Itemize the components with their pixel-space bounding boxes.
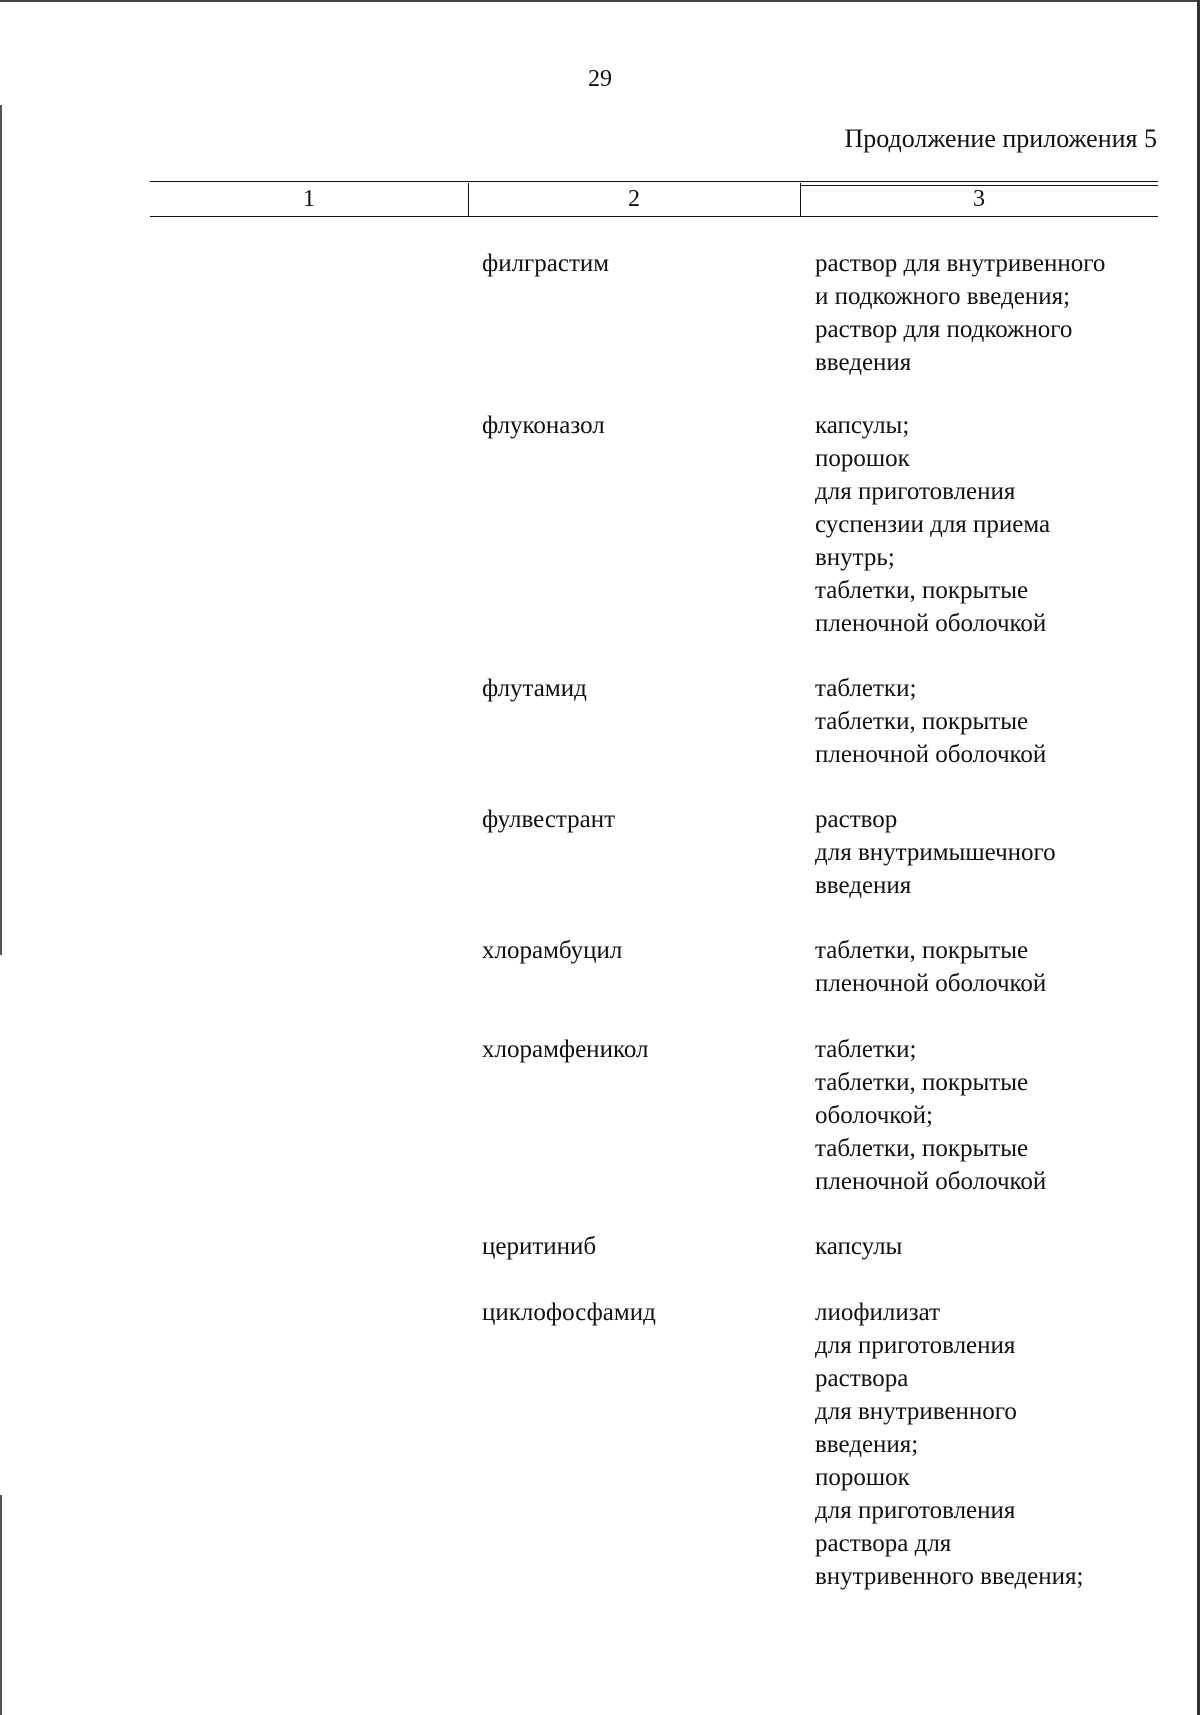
table-header-bottom-line bbox=[150, 216, 1158, 217]
column-header-2: 2 bbox=[628, 186, 640, 212]
dosage-forms bbox=[815, 1033, 1046, 1198]
dosage-form-line: капсулы bbox=[815, 1233, 903, 1260]
dosage-form-line: раствор для подкожного bbox=[815, 316, 1073, 343]
dosage-forms bbox=[815, 247, 1105, 379]
dosage-form-line: таблетки, покрытые bbox=[815, 937, 1029, 964]
dosage-form-line: таблетки, покрытые bbox=[815, 577, 1029, 604]
dosage-form-line: пленочной оболочкой bbox=[815, 741, 1047, 768]
dosage-form-line: для внутривенного bbox=[815, 1398, 1017, 1425]
drug-name: флуконазол bbox=[482, 412, 605, 439]
dosage-form-line: порошок bbox=[815, 445, 910, 472]
drug-name: фулвестрант bbox=[482, 806, 616, 833]
dosage-form-line: лиофилизат bbox=[815, 1299, 941, 1326]
dosage-form-line: введения bbox=[815, 872, 912, 899]
drug-name: филграстим bbox=[482, 250, 610, 277]
continuation-label: Продолжение приложения 5 bbox=[844, 124, 1157, 153]
dosage-form-line: таблетки; bbox=[815, 675, 917, 702]
dosage-form-line: введения bbox=[815, 349, 912, 376]
dosage-form-line: таблетки, покрытые bbox=[815, 1135, 1029, 1162]
column-header-3: 3 bbox=[973, 186, 985, 212]
dosage-forms bbox=[815, 1296, 1083, 1593]
dosage-form-line: введения; bbox=[815, 1431, 919, 1458]
drug-name: флутамид bbox=[482, 675, 587, 702]
drug-name: циклофосфамид bbox=[482, 1299, 656, 1326]
dosage-form-line: для приготовления bbox=[815, 1497, 1016, 1524]
dosage-form-line: пленочной оболочкой bbox=[815, 970, 1047, 997]
dosage-form-line: внутривенного введения; bbox=[815, 1563, 1084, 1590]
drug-name: церитиниб bbox=[482, 1233, 597, 1260]
column-header-1: 1 bbox=[303, 186, 315, 212]
dosage-forms bbox=[815, 1230, 902, 1263]
dosage-form-line: таблетки; bbox=[815, 1036, 917, 1063]
drug-name: хлорамбуцил bbox=[482, 937, 623, 964]
scan-edge-left-mark-lower bbox=[0, 1495, 2, 1715]
dosage-form-line: для приготовления bbox=[815, 478, 1016, 505]
dosage-form-line: пленочной оболочкой bbox=[815, 1168, 1047, 1195]
page-number: 29 bbox=[588, 66, 612, 92]
dosage-form-line: раствор для внутривенного bbox=[815, 250, 1106, 277]
dosage-forms bbox=[815, 934, 1046, 1000]
dosage-form-line: таблетки, покрытые bbox=[815, 708, 1029, 735]
dosage-form-line: капсулы; bbox=[815, 412, 910, 439]
drug-name: хлорамфеникол bbox=[482, 1036, 649, 1063]
scan-edge-left-mark bbox=[0, 105, 2, 955]
dosage-form-line: раствор bbox=[815, 806, 898, 833]
dosage-form-line: пленочной оболочкой bbox=[815, 610, 1047, 637]
dosage-form-line: раствора bbox=[815, 1365, 909, 1392]
dosage-forms bbox=[815, 672, 1046, 771]
scan-edge-top bbox=[0, 0, 1200, 2]
dosage-forms bbox=[815, 803, 1056, 902]
dosage-form-line: и подкожного введения; bbox=[815, 283, 1071, 310]
dosage-form-line: внутрь; bbox=[815, 544, 895, 571]
dosage-form-line: таблетки, покрытые bbox=[815, 1069, 1029, 1096]
dosage-forms bbox=[815, 409, 1050, 640]
dosage-form-line: оболочкой; bbox=[815, 1102, 933, 1129]
dosage-form-line: суспензии для приема bbox=[815, 511, 1051, 538]
dosage-form-line: для внутримышечного bbox=[815, 839, 1056, 866]
dosage-form-line: для приготовления bbox=[815, 1332, 1016, 1359]
table-header-top-line bbox=[150, 181, 1158, 182]
dosage-form-line: порошок bbox=[815, 1464, 910, 1491]
dosage-form-line: раствора для bbox=[815, 1530, 952, 1557]
